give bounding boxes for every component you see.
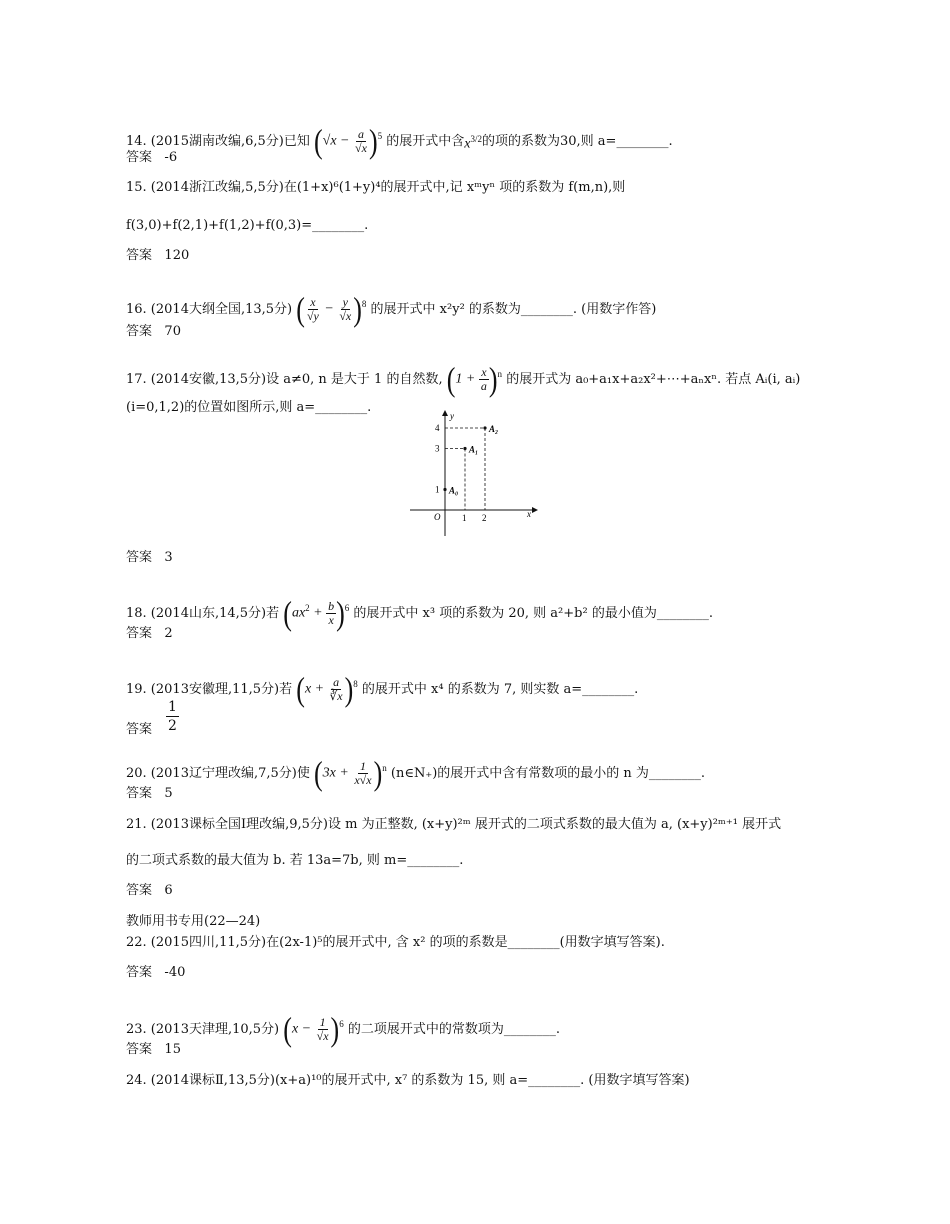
problem-23-prefix: 23. (2013天津理,10,5分) [126,1022,280,1037]
problem-20-prefix: 20. (2013辽宁理改编,7,5分)使 [126,766,310,781]
y-axis-arrow [442,410,448,416]
problem-18-prefix: 18. (2014山东,14,5分)若 [126,606,280,621]
answer-denominator: 2 [168,718,177,734]
point-label: A₀ [449,485,459,496]
y-axis-label: y [450,411,454,421]
answer-label: 答案 [126,324,153,339]
coordinate-figure [410,408,540,538]
point-label: A₁ [469,444,479,455]
point-marker [463,447,466,450]
answer-15 [126,248,189,264]
problem-23 [126,1010,560,1048]
problem-17-suffix: 的展开式为 a₀+a₁x+a₂x²+⋯+aₙxⁿ. 若点 Aᵢ(i, aᵢ) [506,372,801,387]
point-marker [483,426,486,429]
expr-14: (√x − $\frac{a}{√x}$ )$^5$ [313,122,383,160]
x-tick-label: 2 [482,513,487,523]
expr-14b: $x^{3/2}$ [464,133,482,152]
answer-label: 答案 [126,248,153,263]
point-marker [443,488,446,491]
answer-19-label: 答案 [126,722,153,737]
problem-17-prefix: 17. (2014安徽,13,5分)设 a≠0, n 是大于 1 的自然数, [126,372,443,387]
answer-numerator: 1 [168,699,177,715]
y-tick-label: 1 [435,484,440,495]
problem-17-line1 [126,360,801,398]
problem-20 [126,754,706,792]
answer-label: 答案 [126,965,153,980]
answer-17 [126,550,173,566]
problem-21-line2: 的二项式系数的最大值为 b. 若 13a=7b, 则 m=________. [126,853,464,868]
problem-24: 24. (2014课标Ⅱ,13,5分)(x+a)¹⁰的展开式中, x⁷ 的系数为 15, 则 a=________. (用数字填写答案) [126,1073,690,1088]
problem-16 [126,290,657,328]
answer-19-fraction [166,698,179,735]
answer-16 [126,324,181,340]
answer-14 [126,150,177,166]
expr-20: (3x + $\frac{1}{x√x}$ )$^n$ [313,754,387,792]
problem-15-line2: f(3,0)+f(2,1)+f(1,2)+f(0,3)=________. [126,218,369,233]
answer-20 [126,786,173,802]
y-tick-label: 4 [435,423,440,433]
problem-18-suffix: 的展开式中 x³ 项的系数为 20, 则 a²+b² 的最小值为________. [353,606,713,621]
point-label: A₂ [489,424,499,434]
answer-23 [126,1042,181,1058]
problem-14-suffix: 的展开式中含 [386,134,465,149]
section-heading: 教师用书专用(22—24) [126,914,261,929]
y-tick-label: 3 [435,443,440,454]
answer-value: 70 [164,324,181,339]
problem-21-line1: 21. (2013课标全国Ⅰ理改编,9,5分)设 m 为正整数, (x+y)²ᵐ 展开式的二项式系数的最大值为 a, (x+y)²ᵐ⁺¹ 展开式 [126,817,782,832]
answer-value: -6 [164,150,178,165]
problem-16-suffix: 的展开式中 x²y² 的系数为________. (用数字作答) [370,302,657,317]
problem-19-suffix: 的展开式中 x⁴ 的系数为 7, 则实数 a=________. [361,682,639,697]
expr-23: (x − $\frac{1}{√x}$ )$^6$ [283,1010,344,1048]
answer-label: 答案 [126,786,153,801]
answer-value: 3 [164,550,173,565]
origin-label: O [434,512,441,522]
answer-22 [126,965,185,981]
answer-label: 答案 [126,883,153,898]
answer-label: 答案 [126,550,153,565]
x-axis-label: x [527,509,531,519]
problem-14-prefix: 14. (2015湖南改编,6,5分)已知 [126,134,310,149]
answer-21 [126,883,173,899]
expr-18: ($ax^2$ + $\frac{b}{x}$ )$^6$ [283,594,350,632]
answer-18 [126,626,173,642]
expr-19: (x + $\frac{a}{∛x}$ )$^8$ [296,670,358,708]
answer-value: 15 [164,1042,181,1057]
x-tick-label: 1 [462,513,467,523]
problem-19-prefix: 19. (2013安徽理,11,5分)若 [126,682,293,697]
problem-17-line2: (i=0,1,2)的位置如图所示,则 a=________. [126,400,372,415]
answer-label: 答案 [126,1042,153,1057]
answer-value: 5 [164,786,173,801]
answer-value: -40 [164,965,186,980]
answer-value: 2 [164,626,173,641]
x-axis-arrow [532,507,538,513]
problem-19 [126,670,639,708]
answer-label: 答案 [126,150,153,165]
problem-18 [126,594,713,632]
problem-16-prefix: 16. (2014大纲全国,13,5分) [126,302,293,317]
expr-16: ( $\frac{x}{√y}$ − $\frac{y}{√x}$ )$^8$ [296,290,367,328]
answer-value: 6 [164,883,173,898]
problem-15-line1: 15. (2014浙江改编,5,5分)在(1+x)⁶(1+y)⁴的展开式中,记 xᵐyⁿ 项的系数为 f(m,n),则 [126,180,626,195]
figure-marks [435,423,498,523]
expr-17: (1 + $\frac{x}{a}$ )$^n$ [446,360,503,398]
answer-label: 答案 [126,626,153,641]
answer-value: 120 [164,248,190,263]
problem-22: 22. (2015四川,11,5分)在(2x-1)⁵的展开式中, 含 x² 的项的系数是________(用数字填写答案). [126,935,665,950]
answer-19 [166,698,179,735]
problem-14-suffix2: 的项的系数为30,则 a=________. [482,134,673,149]
problem-23-suffix: 的二项展开式中的常数项为________. [347,1022,560,1037]
problem-20-suffix: (n∈N₊)的展开式中含有常数项的最小的 n 为________. [390,766,706,781]
